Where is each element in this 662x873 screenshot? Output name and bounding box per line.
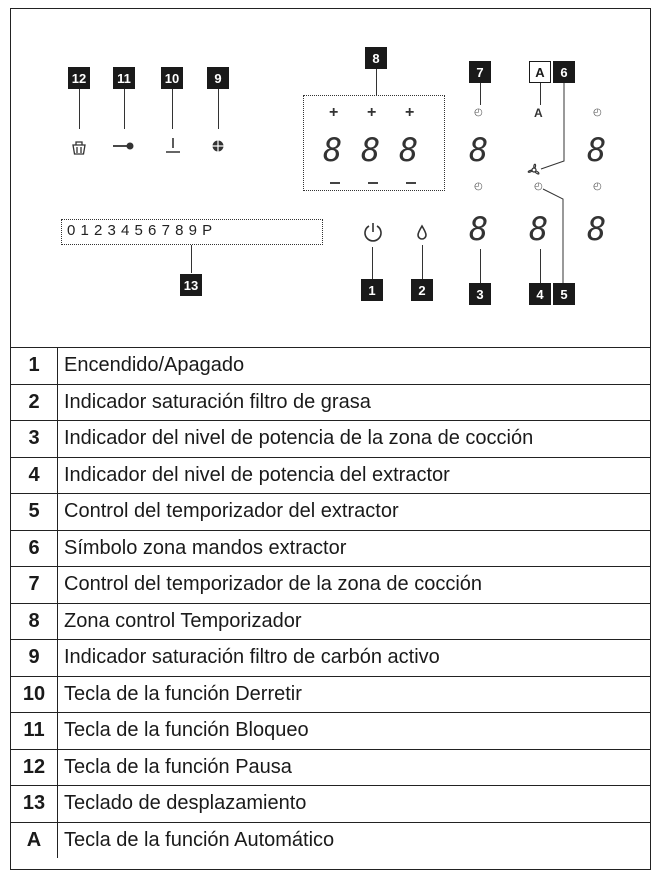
legend-row [11, 421, 650, 458]
legend-row [11, 384, 650, 421]
label-11: 11 [113, 67, 135, 89]
leader-line-10 [172, 89, 173, 129]
legend-row [11, 713, 650, 750]
legend-row [11, 567, 650, 604]
legend-description: Tecla de la función Automático [58, 822, 651, 858]
legend-row [11, 822, 650, 858]
legend-table [11, 348, 650, 858]
legend-row [11, 786, 650, 823]
timer-plus-1[interactable]: + [329, 104, 339, 121]
legend-description: Zona control Temporizador [58, 603, 651, 640]
leader-line-9 [218, 89, 219, 129]
melt-icon[interactable] [163, 135, 183, 155]
legend-number: 6 [11, 530, 58, 567]
legend-description: Tecla de la función Bloqueo [58, 713, 651, 750]
slider-keypad[interactable]: 0 1 2 3 4 5 6 7 8 9 P [67, 222, 213, 239]
pause-icon[interactable] [69, 137, 89, 157]
leader-line-2 [422, 245, 423, 279]
legend-number: 5 [11, 494, 58, 531]
leader-line-13 [191, 245, 192, 273]
extractor-digit: 8 [529, 210, 549, 248]
power-icon[interactable] [362, 221, 384, 243]
legend-number: 3 [11, 421, 58, 458]
legend-description: Teclado de desplazamiento [58, 786, 651, 823]
lock-key-icon[interactable] [112, 139, 136, 153]
legend-number: 12 [11, 749, 58, 786]
label-3: 3 [469, 283, 491, 305]
legend-row [11, 640, 650, 677]
label-5: 5 [553, 283, 575, 305]
leader-line-12 [79, 89, 80, 129]
legend-row [11, 676, 650, 713]
legend-row [11, 348, 650, 384]
label-13: 13 [180, 274, 202, 296]
label-9: 9 [207, 67, 229, 89]
leader-line-5 [541, 185, 581, 285]
leader-line-7 [480, 83, 481, 105]
timer-minus-3[interactable] [406, 182, 416, 184]
legend-number: 13 [11, 786, 58, 823]
label-6: 6 [553, 61, 575, 83]
legend-description: Indicador saturación filtro de carbón activo [58, 640, 651, 677]
legend-number: 8 [11, 603, 58, 640]
figure-frame [10, 8, 651, 870]
label-2: 2 [411, 279, 433, 301]
legend-description: Encendido/Apagado [64, 354, 245, 377]
legend-number: 11 [11, 713, 58, 750]
legend-number: 4 [11, 457, 58, 494]
timer-minus-2[interactable] [368, 182, 378, 184]
legend-number: 2 [11, 384, 58, 421]
extractor-timer-icon-top[interactable]: ◴ [593, 107, 602, 118]
legend-description: Símbolo zona mandos extractor [58, 530, 651, 567]
auto-key[interactable]: A [534, 106, 543, 120]
timer-plus-2[interactable]: + [367, 104, 377, 121]
legend-description: Control del temporizador de la zona de cocción [58, 567, 651, 604]
legend-row [11, 749, 650, 786]
legend-description: Tecla de la función Derretir [58, 676, 651, 713]
control-panel-diagram [11, 9, 650, 348]
extractor-timer-digit-bottom: 8 [587, 210, 607, 248]
extractor-timer-icon-bottom[interactable]: ◴ [593, 181, 602, 192]
timer-digit-2: 8 [361, 131, 381, 169]
timer-digit-3: 8 [399, 131, 419, 169]
leader-line-3 [480, 249, 481, 283]
legend-number: 10 [11, 676, 58, 713]
label-4: 4 [529, 283, 551, 305]
label-10: 10 [161, 67, 183, 89]
legend-row [11, 457, 650, 494]
leader-line-11 [124, 89, 125, 129]
legend-description: Indicador del nivel de potencia del extractor [58, 457, 651, 494]
legend-row [11, 603, 650, 640]
leader-line-1 [372, 247, 373, 279]
legend-row [11, 530, 650, 567]
carbon-filter-icon [209, 137, 227, 155]
cooking-zone-digit-bottom: 8 [469, 210, 489, 248]
legend-row [11, 494, 650, 531]
legend-description: Indicador saturación filtro de grasa [58, 384, 651, 421]
label-7: 7 [469, 61, 491, 83]
legend-number: 7 [11, 567, 58, 604]
legend-description: Tecla de la función Pausa [58, 749, 651, 786]
fan-icon [523, 161, 545, 179]
legend-number: A [11, 822, 58, 858]
cooking-timer-icon-top[interactable]: ◴ [474, 107, 483, 118]
label-12: 12 [68, 67, 90, 89]
legend-description: Control del temporizador del extractor [58, 494, 651, 531]
label-8: 8 [365, 47, 387, 69]
legend-number: 9 [11, 640, 58, 677]
extractor-timer-digit-top: 8 [587, 131, 607, 169]
timer-digit-1: 8 [323, 131, 343, 169]
legend-number: 1 [11, 348, 58, 384]
cooking-zone-digit-top: 8 [469, 131, 489, 169]
grease-drop-icon [415, 223, 429, 241]
leader-line-8 [376, 69, 377, 95]
label-1: 1 [361, 279, 383, 301]
label-A: A [529, 61, 551, 83]
extractor-timer-icon[interactable]: ◴ [534, 181, 543, 192]
timer-plus-3[interactable]: + [405, 104, 415, 121]
legend-description: Indicador del nivel de potencia de la zona de cocción [58, 421, 651, 458]
timer-minus-1[interactable] [330, 182, 340, 184]
cooking-timer-icon-bottom[interactable]: ◴ [474, 181, 483, 192]
